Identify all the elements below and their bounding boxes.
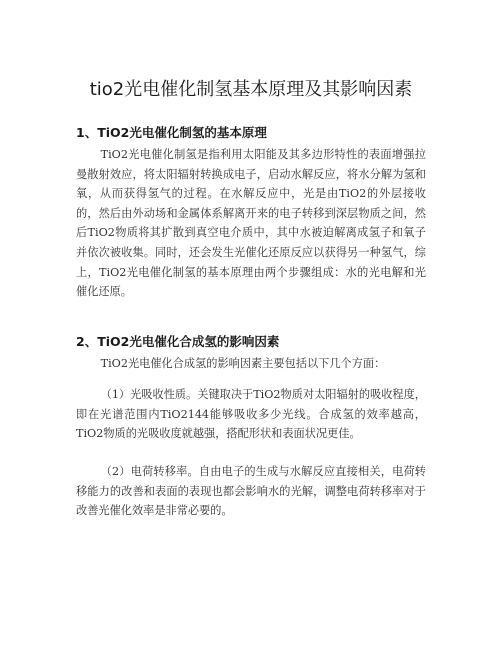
section-heading-principle: 1、TiO2光电催化制氢的基本原理 <box>76 125 267 140</box>
section-heading-factors: 2、TiO2光电催化合成氢的影响因素 <box>76 334 280 349</box>
paragraph-principle: TiO2光电催化制氢是指利用太阳能及其多边形特性的表面增强拉曼散射效应，将太阳辐射转换成电子，启动水解反应，将水分解为氢和氧，从而获得氢气的过程。在水解反应中，光是由TiO2的外层接收的，然后由外动场和金属体系解离开来的电子转移到深层物质之间，然后TiO2物质将其扩散到真空电介质中，其中水被迫解离成氢子和氧子并依次被收集。同时，还会发生光催化还原反应以获得另一种氢气，综上，TiO2光电催化制氢的基本原理由两个步骤组成：水的光电解和光催化还原。 <box>76 148 426 299</box>
paragraph-charge-transfer: （2）电荷转移率。自由电子的生成与水解反应直接相关，电荷转移能力的改善和表面的表现也都会影响水的光解，调整电荷转移率对于改善光催化效率是非常必要的。 <box>76 465 426 518</box>
document-title: tio2光电催化制氢基本原理及其影响因素 <box>89 79 413 100</box>
paragraph-light-absorption: （1）光吸收性质。关键取决于TiO2物质对太阳辐射的吸收程度，即在光谱范围内TiO2144能够吸收多少光线。合成氢的效率越高，TiO2物质的光吸收度就越强，搭配形状和表面状况更佳。 <box>76 388 426 441</box>
paragraph-factors-intro: TiO2光电催化合成氢的影响因素主要包括以下几个方面： <box>100 357 386 370</box>
